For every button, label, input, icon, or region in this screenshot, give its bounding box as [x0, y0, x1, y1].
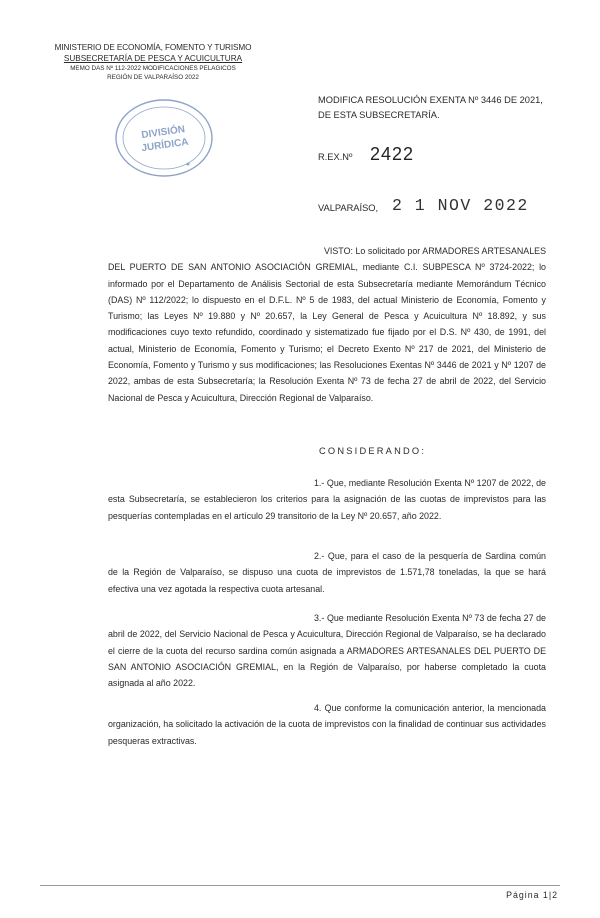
page-number: Página 1|2 — [506, 890, 558, 900]
ministry-name: MINISTERIO DE ECONOMÍA, FOMENTO Y TURISMO — [54, 43, 252, 52]
undersecretariat-name: SUBSECRETARÍA DE PESCA Y ACUICULTURA — [63, 54, 243, 63]
place-label: VALPARAÍSO, — [318, 203, 379, 213]
division-juridica-stamp — [112, 96, 216, 180]
footer-divider — [40, 885, 560, 886]
stamp-line-2: JURÍDICA — [140, 136, 190, 155]
rex-number: 2422 — [370, 144, 415, 164]
rex-label: R.EX.Nº — [318, 152, 353, 162]
subject-line-2: DE ESTA SUBSECRETARÍA. — [318, 109, 440, 120]
stamp-line-1: DIVISIÓN — [140, 124, 186, 142]
document-header — [48, 42, 258, 82]
region-reference: REGIÓN DE VALPARAÍSO 2022 — [107, 74, 199, 81]
subject-line-1: MODIFICA RESOLUCIÓN EXENTA Nº 3446 DE 2021, — [318, 95, 543, 105]
visto-paragraph: VISTO: Lo solicitado por ARMADORES ARTESANALES DEL PUERTO DE SAN ANTONIO ASOCIACIÓN GREMIAL, mediante C.I. SUBPESCA Nº 3724-2022; lo informado por el Departamento de Análisis Sectorial de esta Subsecretaría mediante Memorándum Técnico (DAS) Nº 112/2022; lo dispuesto en el D.F.L. Nº 5 de 1983, del actual Ministerio de Economía, Fomento y Turismo; las Leyes Nº 19.880 y Nº 20.657, la Ley General de Pesca y Acuicultura Nº 18.892, y sus modificaciones cuyo texto refundido, coordinado y sistematizado fue fijado por el D.S. Nº 430, de 1991, del actual, Ministerio de Economía, Fomento y Turismo; el Decreto Exento Nº 217 de 2021, del Ministerio de Economía, Fomento y Turismo y sus modificaciones; las Resoluciones Exentas Nº 3446 de 2021 y Nº 1207 de 2022, ambas de esta Subsecretaría; la Resolución Exenta Nº 73 de fecha 27 de abril de 2022, del Servicio Nacional de Pesca y Acuicultura, Dirección Regional de Valparaíso. — [108, 246, 546, 403]
resolution-subject — [318, 93, 543, 122]
considerando-1: 1.- Que, mediante Resolución Exenta Nº 1207 de 2022, de esta Subsecretaría, se establecieron los criterios para la asignación de las cuotas de imprevistos para las pesquerías contempladas en el artículo 29 transitorio de la Ley Nº 20.657, año 2022. — [108, 478, 546, 521]
considerando-title: CONSIDERANDO: — [319, 446, 427, 456]
considerando-3: 3.- Que mediante Resolución Exenta Nº 73 de fecha 27 de abril de 2022, del Servicio Nacional de Pesca y Acuicultura, Dirección Regional de Valparaíso, se ha declarado el cierre de la cuota del recurso sardina común asignada a ARMADORES ARTESANALES DEL PUERTO DE SAN ANTONIO ASOCIACIÓN GREMIAL, en la Región de Valparaíso, por haberse completado la cuota asignada al año 2022. — [108, 613, 546, 689]
date-stamp: 2 1 NOV 2022 — [392, 196, 529, 215]
considerando-2: 2.- Que, para el caso de la pesquería de Sardina común de la Región de Valparaíso, se dispuso una cuota de imprevistos de 1.571,78 toneladas, la que se hará efectiva una vez agotada la respectiva cuota artesanal. — [108, 551, 546, 594]
considerando-4: 4. Que conforme la comunicación anterior, la mencionada organización, ha solicitado la activación de la cuota de imprevistos con la finalidad de continuar sus actividades pesqueras extractivas. — [108, 703, 546, 746]
memo-reference: MEMO DAS Nº 112-2022 MODIFICACIONES PELAGICOS — [70, 65, 236, 72]
